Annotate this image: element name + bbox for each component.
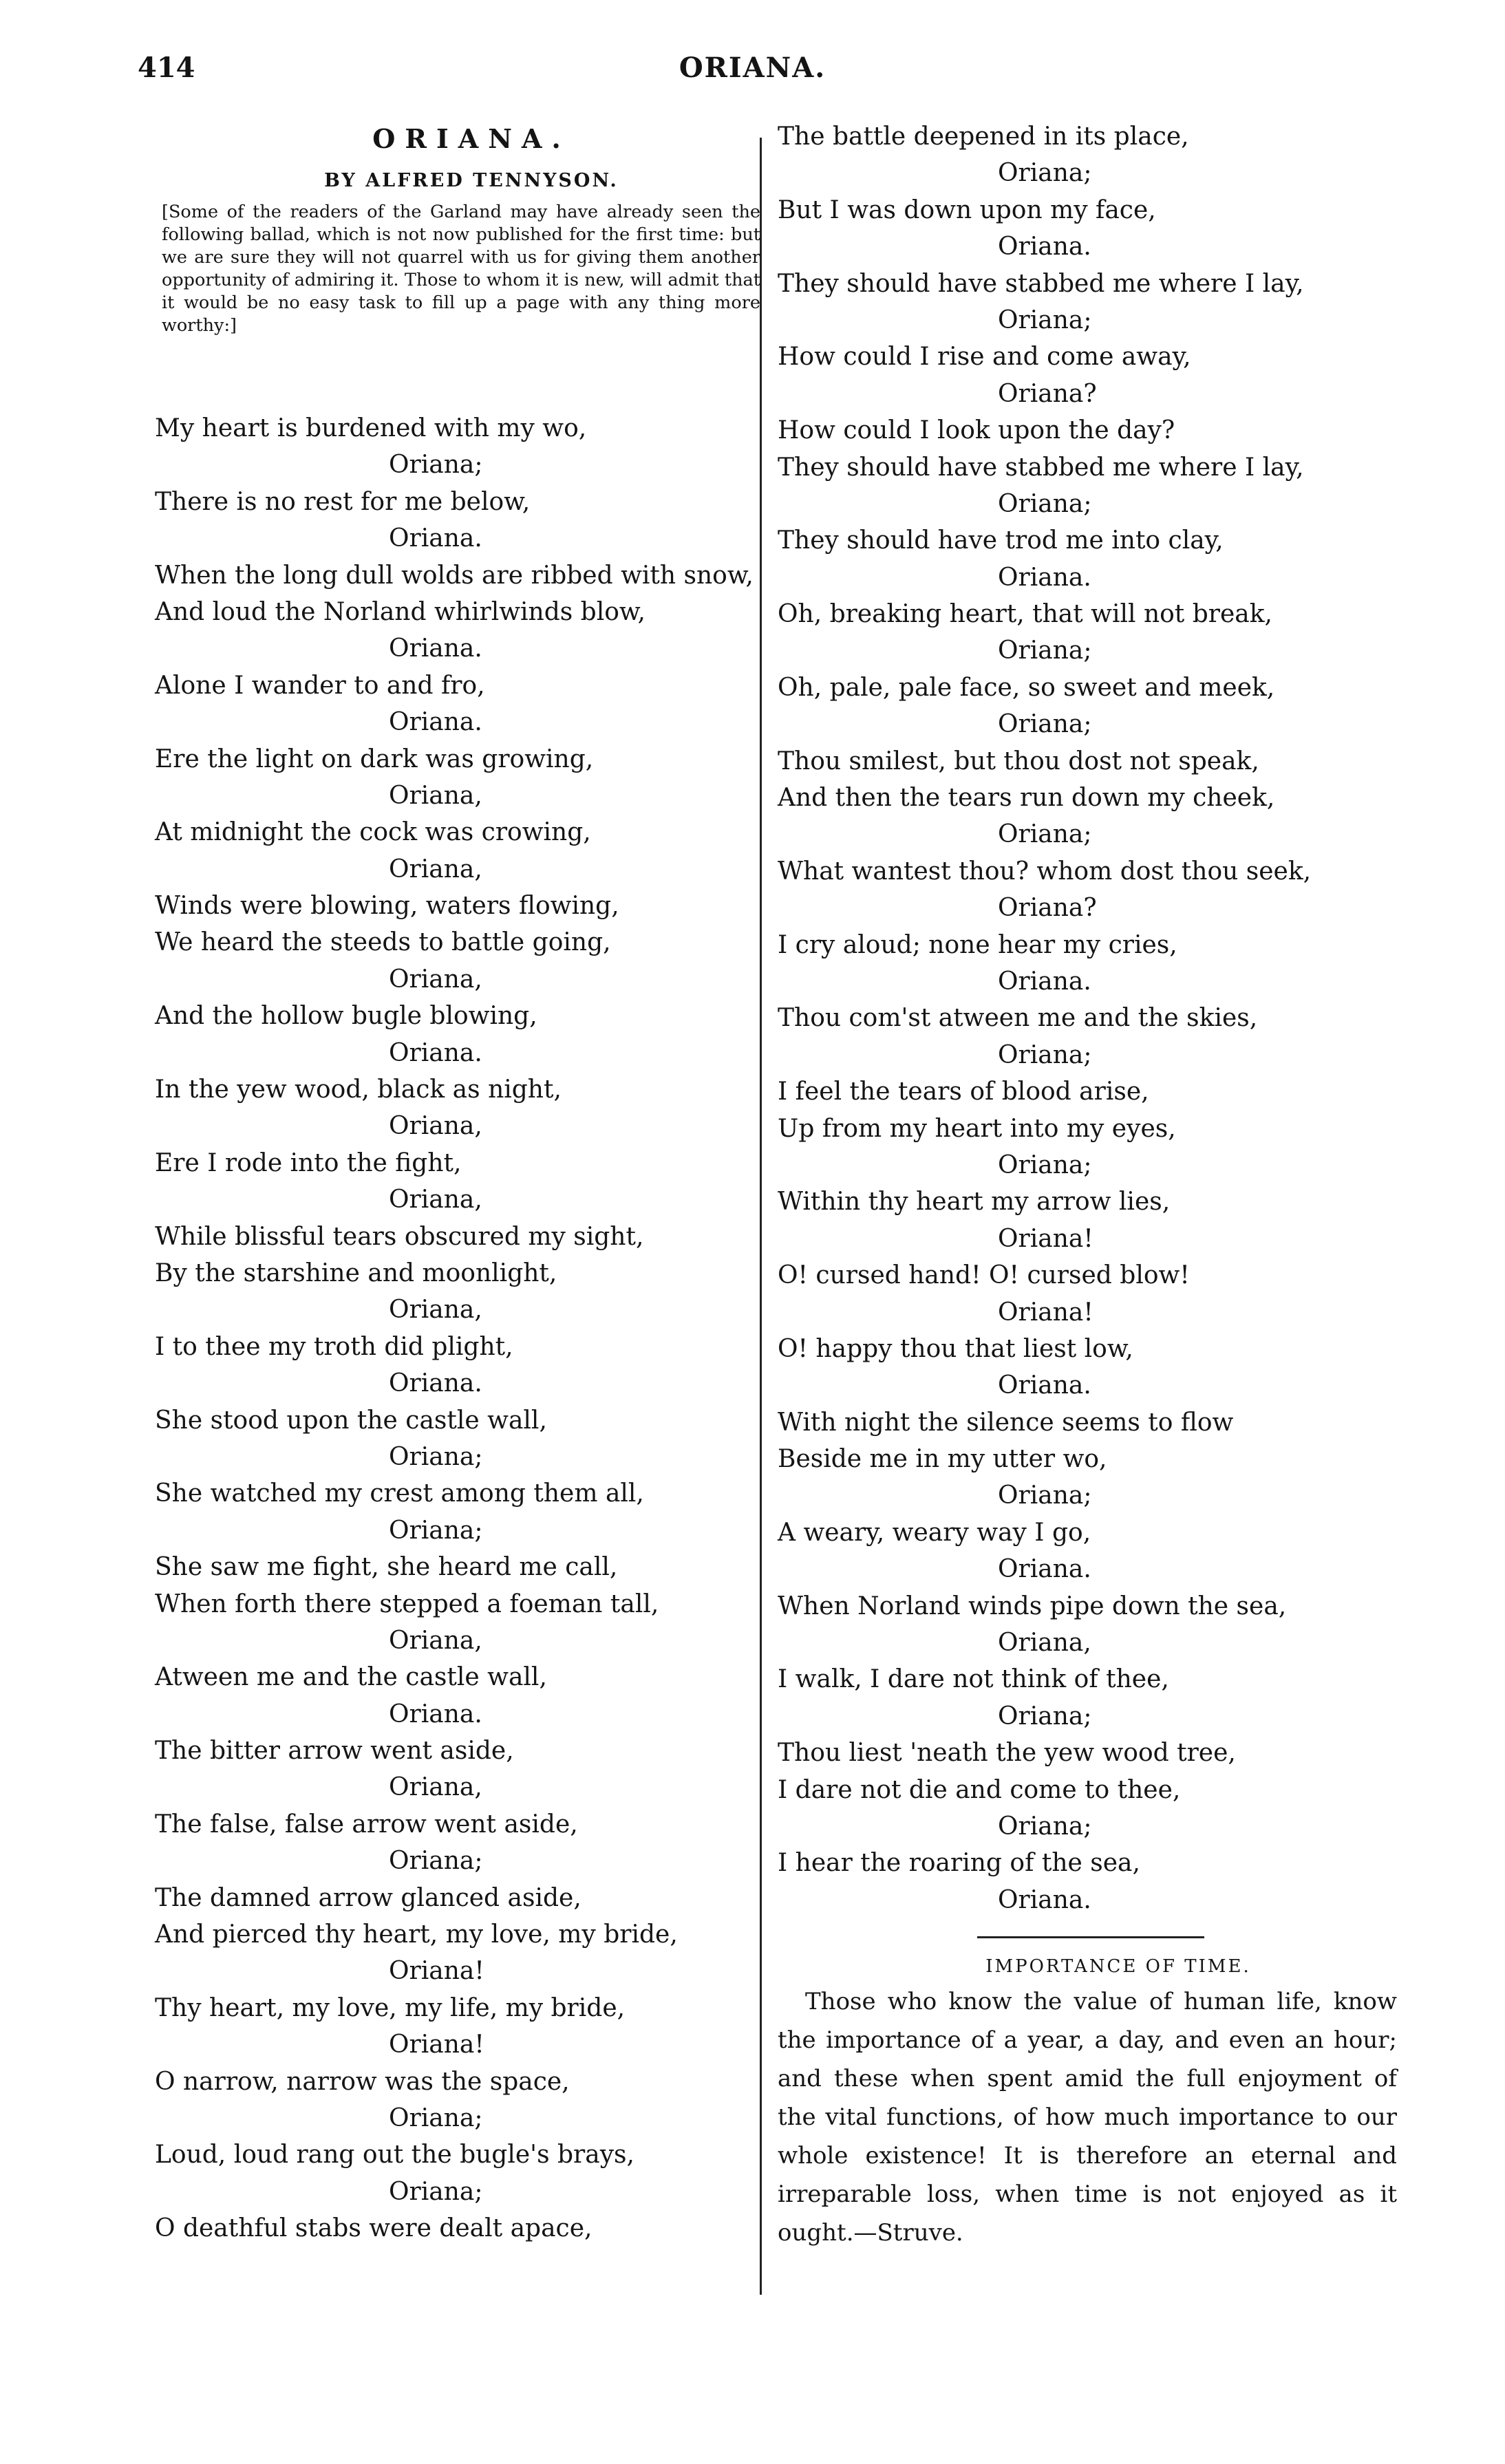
verse-line: Oriana, <box>389 965 482 994</box>
verse-line: Up from my heart into my eyes, <box>778 1114 1176 1143</box>
verse-line: Oriana, <box>389 1626 482 1655</box>
verse-line: And pierced thy heart, my love, my bride, <box>155 1920 678 1949</box>
verse-line: When the long dull wolds are ribbed with snow, <box>155 561 754 590</box>
verse-line: Loud, loud rang out the bugle's brays, <box>155 2141 634 2170</box>
verse-line: Thou smilest, but thou dost not speak, <box>778 747 1259 775</box>
verse-line: Ere the light on dark was growing, <box>155 744 594 773</box>
verse-line: She saw me fight, she heard me call, <box>155 1553 618 1582</box>
verse-line: Oh, pale, pale face, so sweet and meek, <box>778 673 1275 702</box>
verse-line: We heard the steeds to battle going, <box>155 928 611 957</box>
poem-byline: BY ALFRED TENNYSON. <box>324 170 619 191</box>
verse-line: She watched my crest among them all, <box>155 1479 644 1508</box>
verse-line: O narrow, narrow was the space, <box>155 2067 570 2096</box>
running-head <box>0 52 1505 93</box>
verse-line: Oriana. <box>389 1369 482 1398</box>
verse-line: Oriana. <box>998 1885 1091 1914</box>
right-column <box>778 118 1411 2252</box>
verse-line: I to thee my troth did plight, <box>155 1332 513 1361</box>
verse-line: Oriana; <box>998 1812 1092 1841</box>
verse-line: What wantest thou? whom dost thou seek, <box>778 857 1312 886</box>
verse-line: Oriana; <box>389 451 483 480</box>
verse-line: Oriana; <box>389 2177 483 2206</box>
verse-line: I feel the tears of blood arise, <box>778 1078 1149 1106</box>
verse-line: But I was down upon my face, <box>778 195 1156 224</box>
verse-line: Oriana; <box>998 710 1092 739</box>
verse-line: They should have trod me into clay, <box>778 526 1224 555</box>
verse-line: Oriana; <box>998 1040 1092 1069</box>
verse-line: Oriana; <box>389 1847 483 1876</box>
verse-line: When forth there stepped a foeman tall, <box>155 1589 659 1618</box>
verse-line: I dare not die and come to thee, <box>778 1775 1181 1804</box>
verse-line: Oriana. <box>998 1371 1091 1400</box>
verse-line: Oriana; <box>389 2103 483 2132</box>
verse-line: Oriana? <box>998 379 1097 408</box>
editor-note-text: [Some of the readers of the Garland may have already seen the following ballad, which is not now published for the first time: but we are sure they will not quarrel with us for giving them another opportunity of admiring it. Those to whom it is new, will admit that it would be no easy task to fill up a page with any thing more worthy:] <box>162 202 760 336</box>
verse-line: Oriana; <box>998 489 1092 518</box>
verse-line: Oriana, <box>389 1112 482 1141</box>
verse-line: In the yew wood, black as night, <box>155 1075 562 1104</box>
verse-line: O! cursed hand! O! cursed blow! <box>778 1261 1190 1290</box>
editor-note <box>162 201 760 384</box>
poem-title: ORIANA. <box>372 123 570 154</box>
verse-line: My heart is burdened with my wo, <box>155 414 587 442</box>
verse-line: And loud the Norland whirlwinds blow, <box>155 597 645 626</box>
running-title: ORIANA. <box>679 52 826 84</box>
verse-line: There is no rest for me below, <box>155 487 531 516</box>
verse-line: Oriana. <box>389 708 482 737</box>
verse-line: At midnight the cock was crowing, <box>155 818 591 847</box>
verse-line: Oriana! <box>998 1298 1093 1327</box>
verse-line: By the starshine and moonlight, <box>155 1258 557 1287</box>
verse-line: The damned arrow glanced aside, <box>155 1883 581 1912</box>
verse-line: Thy heart, my love, my life, my bride, <box>155 1993 626 2022</box>
essay-heading: IMPORTANCE OF TIME. <box>985 1956 1251 1978</box>
verse-line: Oriana, <box>389 1296 482 1325</box>
verse-line: Oriana. <box>998 563 1091 592</box>
verse-line: Oriana. <box>389 524 482 553</box>
verse-line: Oriana. <box>389 1038 482 1067</box>
verse-line: Beside me in my utter wo, <box>778 1445 1107 1474</box>
verse-line: Oriana; <box>998 1150 1092 1179</box>
verse-line: Oriana, <box>389 781 482 810</box>
poem-verse-right <box>778 118 1411 1918</box>
verse-line: Oriana; <box>998 159 1092 188</box>
page-number: 414 <box>138 52 195 84</box>
verse-line: Oriana; <box>998 1702 1092 1731</box>
verse-line: They should have stabbed me where I lay, <box>778 269 1304 298</box>
left-column <box>155 117 760 2247</box>
essay-body: Those who know the value of human life, know the importance of a year, a day, and even an hour; and these when spent amid the full enjoyment of the vital functions, of how much importance to our whole existence! It is therefore an eternal and irreparable loss, when time is not enjoyed as it ought.—Struve. <box>778 1988 1397 2247</box>
verse-line: Ere I rode into the fight, <box>155 1148 462 1177</box>
verse-line: Atween me and the castle wall, <box>155 1663 547 1692</box>
verse-line: Oriana. <box>998 1555 1091 1584</box>
verse-line: Oriana; <box>998 1481 1092 1510</box>
verse-line: Oriana; <box>998 820 1092 849</box>
verse-line: The bitter arrow went aside, <box>155 1737 514 1766</box>
verse-line: Oriana, <box>389 855 482 883</box>
verse-line: I hear the roaring of the sea, <box>778 1849 1140 1878</box>
verse-line: Oriana! <box>389 2031 484 2059</box>
verse-line: She stood upon the castle wall, <box>155 1406 547 1435</box>
verse-line: O deathful stabs were dealt apace, <box>155 2214 593 2243</box>
verse-line: Oh, breaking heart, that will not break, <box>778 600 1272 629</box>
verse-line: Oriana? <box>998 894 1097 923</box>
verse-line: With night the silence seems to flow <box>778 1408 1234 1437</box>
verse-line: Oriana. <box>998 967 1091 996</box>
verse-line: Oriana; <box>998 636 1092 665</box>
verse-line: I cry aloud; none hear my cries, <box>778 930 1177 959</box>
verse-line: Within thy heart my arrow lies, <box>778 1188 1171 1217</box>
verse-line: They should have stabbed me where I lay, <box>778 453 1304 482</box>
verse-line: Oriana! <box>998 1224 1093 1253</box>
verse-line: Oriana. <box>998 233 1091 261</box>
verse-line: Oriana; <box>998 306 1092 334</box>
verse-line: While blissful tears obscured my sight, <box>155 1222 644 1251</box>
verse-line: Oriana. <box>389 634 482 663</box>
verse-line: Oriana; <box>389 1516 483 1545</box>
verse-line: And then the tears run down my cheek, <box>778 784 1275 813</box>
verse-line: The false, false arrow went aside, <box>155 1810 578 1839</box>
verse-line: Thou com'st atween me and the skies, <box>778 1004 1258 1033</box>
poem-verse-left <box>155 410 760 2247</box>
verse-line: Oriana; <box>389 1442 483 1471</box>
verse-line: Oriana, <box>389 1773 482 1802</box>
verse-line: And the hollow bugle blowing, <box>155 1002 537 1031</box>
verse-line: When Norland winds pipe down the sea, <box>778 1592 1287 1620</box>
verse-line: A weary, weary way I go, <box>778 1518 1091 1547</box>
verse-line: Oriana! <box>389 1957 484 1986</box>
verse-line: I walk, I dare not think of thee, <box>778 1665 1169 1694</box>
verse-line: Oriana. <box>389 1700 482 1728</box>
section-separator <box>977 1936 1204 1938</box>
verse-line: Oriana, <box>389 1186 482 1214</box>
verse-line: How could I look upon the day? <box>778 416 1175 445</box>
verse-line: How could I rise and come away, <box>778 343 1191 372</box>
verse-line: The battle deepened in its place, <box>778 122 1189 151</box>
verse-line: Alone I wander to and fro, <box>155 671 485 700</box>
verse-line: Thou liest 'neath the yew wood tree, <box>778 1739 1236 1768</box>
verse-line: Winds were blowing, waters flowing, <box>155 892 619 921</box>
verse-line: Oriana, <box>998 1629 1091 1658</box>
verse-line: O! happy thou that liest low, <box>778 1334 1133 1363</box>
